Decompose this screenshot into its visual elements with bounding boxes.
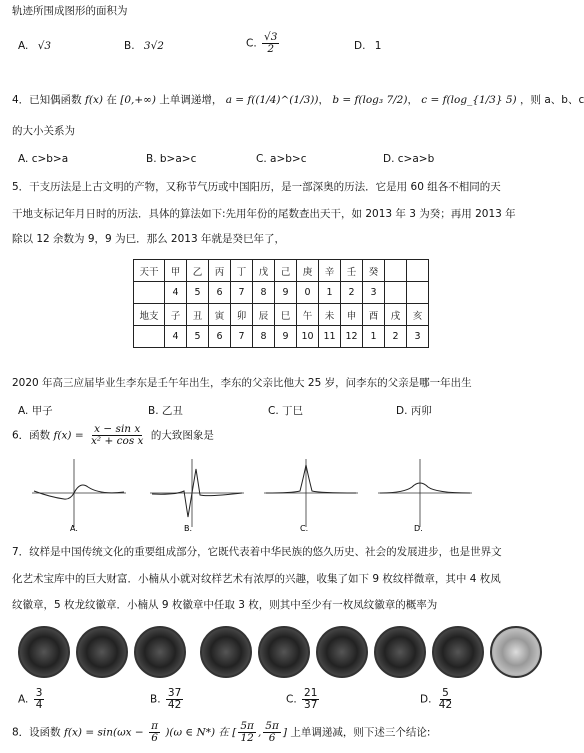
badge-9 [490, 626, 542, 678]
q8-pi-den: 6 [151, 732, 158, 744]
ganzhi-cell: 5 [187, 282, 209, 304]
q3-option-c-fraction [262, 32, 279, 55]
q7-option-c [286, 688, 321, 711]
q6-graph-c [262, 455, 360, 533]
q7-option-d [420, 688, 456, 711]
q4-option-c [256, 153, 306, 165]
ganzhi-cell: 辛 [319, 260, 341, 282]
q5-question: 2020 年高三应届毕业生李东是壬午年出生，李东的父亲比他大 25 岁，问李东的父亲是哪一年出生 [12, 377, 472, 389]
ganzhi-cell: 10 [297, 326, 319, 348]
q5-option-d-value: 丙卯 [410, 405, 432, 417]
q6-prefix: 6．函数 [12, 429, 51, 442]
q8-int-b-num: 5π [265, 720, 279, 732]
q3-option-b [124, 40, 164, 52]
ganzhi-cell: 卯 [231, 304, 253, 326]
ganzhi-cell [134, 282, 165, 304]
q3-option-b-label: B. [124, 40, 135, 52]
ganzhi-cell: 庚 [297, 260, 319, 282]
ganzhi-cell: 寅 [209, 304, 231, 326]
q6-graph-a [30, 455, 128, 533]
q5-option-d-label: D. [396, 405, 408, 417]
ganzhi-cell: 6 [209, 326, 231, 348]
q4-c-expr: c = f(log_{1/3} 5) [421, 94, 517, 106]
q3-option-b-value: 3√2 [143, 40, 164, 52]
q4-text-c: 上单调递增， [159, 94, 223, 106]
q5-option-b-value: 乙丑 [161, 405, 183, 417]
ganzhi-row [134, 282, 429, 304]
ganzhi-cell: 巳 [275, 304, 297, 326]
q8-prefix: 8．设函数 [12, 726, 61, 739]
q7-option-a [18, 688, 46, 711]
q3-option-c-label: C. [246, 37, 257, 50]
q4-option-c-label: C. [256, 153, 267, 165]
badge-1 [18, 626, 70, 678]
ganzhi-cell [134, 326, 165, 348]
q3-intro: 轨迹所围成图形的面积为 [12, 5, 128, 17]
q3-option-d-label: D. [354, 40, 366, 52]
ganzhi-cell: 地支 [134, 304, 165, 326]
ganzhi-cell: 2 [341, 282, 363, 304]
q7-option-c-label: C. [286, 693, 297, 706]
q7-option-d-den: 42 [438, 699, 453, 711]
q6-graph-b [148, 455, 246, 533]
ganzhi-table [133, 259, 429, 348]
q3-option-c [246, 32, 281, 55]
q7-option-b-num: 37 [167, 687, 182, 699]
ganzhi-cell: 丑 [187, 304, 209, 326]
q3-option-c-num: √3 [264, 31, 278, 43]
q8-int-b-den: 6 [268, 732, 276, 744]
q5-line-2: 干地支标记年月日时的历法．具体的算法如下:先用年份的尾数查出天干，如 2013 年 3 为癸；再用 2013 年 [12, 208, 516, 220]
q6-graph-c-label: C. [300, 524, 309, 533]
ganzhi-cell: 壬 [341, 260, 363, 282]
ganzhi-cell: 午 [297, 304, 319, 326]
ganzhi-cell: 7 [231, 326, 253, 348]
q7-option-d-fraction [437, 688, 454, 711]
q7-option-b-den: 42 [167, 699, 182, 711]
ganzhi-cell: 丁 [231, 260, 253, 282]
q3-option-a [18, 40, 51, 52]
ganzhi-cell: 11 [319, 326, 341, 348]
q5-option-c [268, 403, 303, 418]
q5-option-b [148, 403, 183, 418]
ganzhi-cell: 未 [319, 304, 341, 326]
q8-suffix: 上单调递减，则下述三个结论: [290, 726, 431, 739]
q6-graph-a-label: A. [70, 524, 78, 533]
ganzhi-cell: 9 [275, 282, 297, 304]
q4-text-a: 4．已知偶函数 [12, 94, 82, 106]
q3-option-d-value: 1 [374, 40, 382, 52]
badge-8 [432, 626, 484, 678]
q6-fx: f(x) = [53, 429, 84, 442]
badge-4 [200, 626, 252, 678]
ganzhi-cell: 酉 [363, 304, 385, 326]
q5-option-c-value: 丁巳 [282, 405, 304, 417]
ganzhi-cell: 丙 [209, 260, 231, 282]
q5-option-b-label: B. [148, 405, 159, 417]
ganzhi-cell: 甲 [165, 260, 187, 282]
ganzhi-cell: 乙 [187, 260, 209, 282]
ganzhi-cell: 8 [253, 282, 275, 304]
q7-option-d-num: 5 [442, 687, 449, 699]
q8-pi-num: π [151, 720, 158, 732]
ganzhi-cell: 戊 [253, 260, 275, 282]
q5-line-3: 除以 12 余数为 9，9 为巳．那么 2013 年就是癸巳年了， [12, 233, 285, 245]
ganzhi-cell: 癸 [363, 260, 385, 282]
badge-3 [134, 626, 186, 678]
q7-option-c-fraction [302, 688, 319, 711]
q5-option-a-label: A. [18, 405, 29, 417]
q4-option-a-value: c>b>a [31, 153, 69, 165]
q4-option-b-value: b>a>c [159, 153, 197, 165]
q4-line2: 的大小关系为 [12, 125, 75, 137]
q5-option-a [18, 403, 53, 418]
q4-option-b [146, 153, 196, 165]
q4-option-a [18, 153, 68, 165]
ganzhi-row [134, 304, 429, 326]
ganzhi-cell: 4 [165, 326, 187, 348]
ganzhi-cell: 3 [363, 282, 385, 304]
q8-interval-end [263, 721, 281, 744]
q4-option-a-label: A. [18, 153, 29, 165]
ganzhi-cell: 1 [319, 282, 341, 304]
ganzhi-cell: 0 [297, 282, 319, 304]
q6-graph-d [376, 455, 474, 533]
ganzhi-cell: 7 [231, 282, 253, 304]
ganzhi-cell: 戌 [385, 304, 407, 326]
ganzhi-cell: 9 [275, 326, 297, 348]
badge-7 [374, 626, 426, 678]
ganzhi-cell: 子 [165, 304, 187, 326]
q3-option-d [354, 40, 381, 52]
q7-option-a-label: A. [18, 693, 29, 706]
q4-fx: f(x) [85, 94, 104, 106]
q7-option-a-fraction [34, 688, 45, 711]
ganzhi-cell: 天干 [134, 260, 165, 282]
badge-6 [316, 626, 368, 678]
q4-b-expr: b = f(log₃ 7/2) [332, 94, 408, 106]
ganzhi-cell: 1 [363, 326, 385, 348]
q6-stem [12, 424, 214, 447]
q7-option-b-fraction [166, 688, 183, 711]
ganzhi-cell: 亥 [407, 304, 429, 326]
q8-interval-start [238, 721, 256, 744]
ganzhi-row [134, 326, 429, 348]
ganzhi-cell [407, 282, 429, 304]
q4-a-expr: a = f((1/4)^(1/3)) [225, 94, 319, 106]
q4-option-b-label: B. [146, 153, 157, 165]
ganzhi-cell: 4 [165, 282, 187, 304]
q5-option-d [396, 403, 432, 418]
q5-line-1: 5．干支历法是上古文明的产物，又称节气历或中国阳历，是一部深奥的历法．它是用 60 组各不相同的天 [12, 181, 501, 193]
q4-option-c-value: a>b>c [270, 153, 307, 165]
ganzhi-row [134, 260, 429, 282]
q6-graph-d-label: D. [414, 524, 423, 533]
q8-mid: )(ω ∈ N*) 在 [165, 726, 229, 739]
q4-text-b: 在 [106, 94, 117, 106]
q7-option-c-num: 21 [304, 687, 318, 699]
q7-option-c-den: 37 [304, 699, 318, 711]
q8-int-a-den: 12 [240, 732, 254, 744]
q7-line-3: 纹徽章，5 枚龙纹徽章．小楠从 9 枚徽章中任取 3 枚，则其中至少有一枚凤纹徽章的概率为 [12, 599, 438, 611]
ganzhi-cell: 6 [209, 282, 231, 304]
q8-pi-fraction [149, 721, 160, 744]
q7-line-2: 化艺术宝库中的巨大财富．小楠从小就对纹样艺术有浓厚的兴趣，收集了如下 9 枚纹样微章，其中 4 枚凤 [12, 573, 501, 585]
q4-option-d-label: D. [383, 153, 395, 165]
q4-option-d [383, 153, 434, 165]
q7-line-1: 7．纹样是中国传统文化的重要组成部分，它既代表着中华民族的悠久历史、社会的发展进步，也是世界文 [12, 546, 502, 558]
q4-interval: [0,+∞) [120, 94, 156, 106]
q4-option-d-value: c>a>b [397, 153, 435, 165]
ganzhi-cell: 辰 [253, 304, 275, 326]
q3-option-c-den: 2 [267, 43, 275, 55]
ganzhi-cell [385, 260, 407, 282]
q6-graph-b-label: B. [184, 524, 193, 533]
q6-num: x − sin x [94, 423, 141, 435]
badge-2 [76, 626, 128, 678]
ganzhi-cell: 申 [341, 304, 363, 326]
ganzhi-cell [385, 282, 407, 304]
ganzhi-cell: 2 [385, 326, 407, 348]
q8-int-a-num: 5π [240, 720, 254, 732]
q5-option-c-label: C. [268, 405, 279, 417]
q7-option-d-label: D. [420, 693, 432, 706]
badge-5 [258, 626, 310, 678]
q6-suffix: 的大致图象是 [150, 429, 214, 442]
ganzhi-cell [407, 260, 429, 282]
q4-stem: 4．已知偶函数 f(x) 在 [0,+∞) 上单调递增， a = f((1/4)^(1/3))， b = f(log₃ 7/2)， c = f(log_{1/3} 5) ，则 a、b、c [12, 94, 584, 106]
q7-option-b [150, 688, 185, 711]
q4-text-d: ，则 a、b、c [520, 94, 584, 106]
q7-option-a-den: 4 [35, 699, 43, 711]
q6-den: x² + cos x [91, 435, 144, 447]
q8-stem: 8．设函数 f(x) = sin(ωx − $\frac{\pi}{6}$ )(ω ∈ N*) 在 [ $\frac{5\pi}{12}$ , $\frac{5\pi}{6}$ ] 上单调递减，则下述三个结论: [12, 720, 431, 744]
ganzhi-cell: 己 [275, 260, 297, 282]
q7-option-a-num: 3 [35, 687, 43, 699]
q3-option-a-value: √3 [37, 40, 52, 52]
q8-fx: f(x) = sin(ωx − [64, 726, 144, 739]
q3-option-a-label: A. [18, 40, 29, 52]
ganzhi-cell: 3 [407, 326, 429, 348]
ganzhi-cell: 5 [187, 326, 209, 348]
ganzhi-cell: 8 [253, 326, 275, 348]
q5-option-a-value: 甲子 [31, 405, 53, 417]
q7-option-b-label: B. [150, 693, 161, 706]
ganzhi-cell: 12 [341, 326, 363, 348]
q6-fraction [89, 424, 145, 447]
